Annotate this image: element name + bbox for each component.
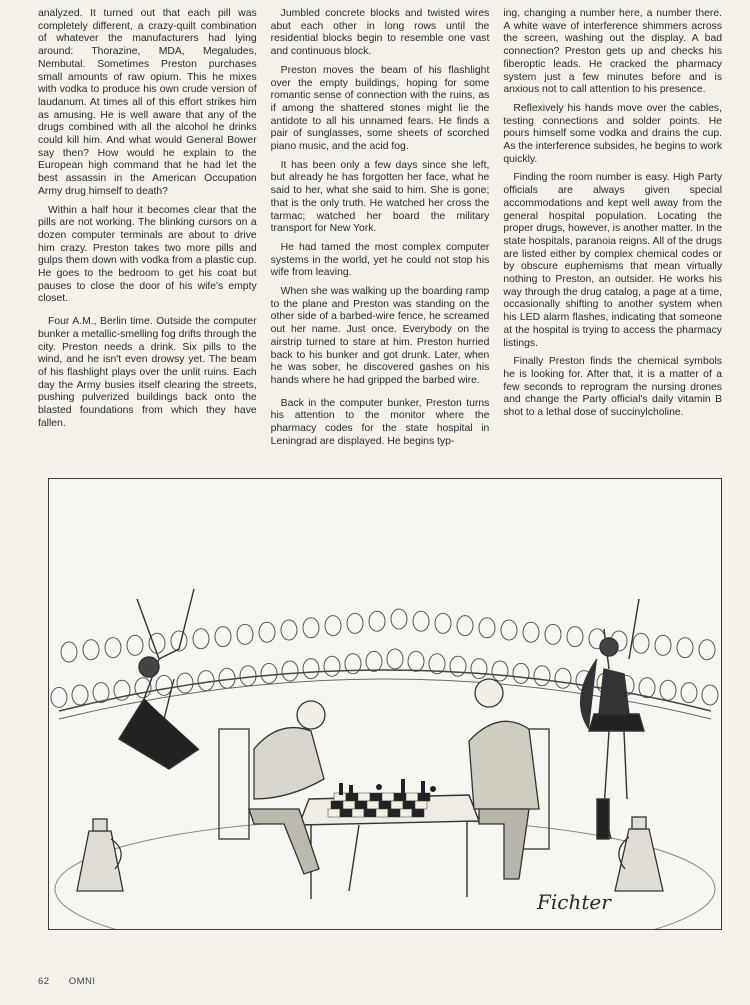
chessboard <box>328 793 430 817</box>
paragraph: He had tamed the most complex computer systems in the world, yet he could not stop his wife from leaving. <box>270 241 490 279</box>
right-megaphone <box>615 817 663 891</box>
chess-cartoon-illustration <box>48 478 722 930</box>
paragraph: ing, changing a number here, a number there. A white wave of interference shimmers across the screen, washing out the display. A bad connection? Preston gets up and checks his fiberoptic leads. He cracked the pharmacy system just a few minutes before and is anxious not to call attention to his presence. <box>503 8 723 96</box>
paragraph: Within a half hour it becomes clear that the pills are not working. The blinking cursors on a dozen computer terminals are about to drive him crazy. Preston takes two more pills and gulps them down with vodka from a plastic cup. He goes to the bedroom to get his coat but pauses to close the door of his wife's empty closet. <box>38 204 257 305</box>
left-megaphone <box>77 819 123 891</box>
page-folio <box>38 976 112 987</box>
right-chess-player <box>469 679 549 879</box>
paragraph: Preston moves the beam of his flashlight over the empty buildings, hoping for some romantic sense of connection with the ruins, as if among the shattered stones might lie the antidote to all his unnamed fears. He finds a pair of sunglasses, some sheets of scorched piano music, and the acid fog. <box>270 64 490 153</box>
paragraph: Four A.M., Berlin time. Outside the computer bunker a metallic-smelling fog drifts through the city. Preston needs a drink. Six pills to the wind, and he isn't even drowsy yet. The beam of his flashlight plays over the unlit ruins. Each day the Army busies itself clearing the streets, pushing pulverized buildings back onto the blasted foundations from which they have fallen. <box>38 316 257 429</box>
paragraph: Jumbled concrete blocks and twisted wires abut each other in long rows until the residential blocks begin to resemble one vast and continuous block. <box>270 8 490 58</box>
left-chess-player <box>219 701 325 874</box>
chess-pieces <box>339 779 436 795</box>
left-cheerleader <box>119 589 199 769</box>
column-3 <box>503 8 722 470</box>
paragraph: When she was walking up the boarding ramp to the plane and Preston was standing on the other side of a barbed-wire fence, he screamed out her name. Just once. Everybody on the airstrip turned to stare at him. Preston hurried back to his bunker and got drunk. Later, when he was sober, he discovered gashes on his hands where he had gripped the barbed wire. <box>270 286 490 386</box>
paragraph: Finding the room number is easy. High Party officials are always given special accommodations and kept well away from the general hospital population. Locating the proper drugs, however, is another matter. In the state hospitals, paranoia reigns. All of the drugs are listed either by complex chemical codes or by obscure euphemisms that mean virtually nothing to Preston, an outsider. He works his way through the drug catalog, a page at a time, occasionally shifting to another system when his LED alarm flashes, indicating that someone at the hospital is trying to access the pharmacy listings. <box>503 172 723 349</box>
paragraph: Back in the computer bunker, Preston turns his attention to the monitor where the pharmacy codes for the state hospital in Leningrad are displayed. He begins typ- <box>270 397 490 447</box>
column-2 <box>271 8 490 470</box>
paragraph: It has been only a few days since she left, but already he has forgotten her face, what he said to her, what she said to him. She is gone; that is the only truth. He watched her cross the tarmac; watched her board the military transport for New York. <box>270 159 490 235</box>
paragraph: Finally Preston finds the chemical symbols he is looking for. After that, it is a matter of a few seconds to reprogram the nursing drones and change the Party official's daily vitamin B shot to a lethal dose of succinylcholine. <box>503 356 723 419</box>
magazine-name: OMNI <box>68 976 96 987</box>
column-1 <box>38 8 257 470</box>
paragraph: analyzed. It turned out that each pill was completely different, a crazy-quilt combination of whatever the manufacturers had lying around: Thorazine, MDA, Megaludes, Nembutal. Sometimes Preston purchases small amounts of raw opium. This he mixes with vodka to produce his own crude version of laudanum. At times all of this effort strikes him as amusing. He is well aware that any of the drugs combined with all the alcohol he drinks could kill him. And what would General Bower say then? How would he explain to the European high command that he had let the best assassin in the American Occupation Army drug himself to death? <box>38 8 257 197</box>
artist-signature: Fichter <box>537 890 611 914</box>
arena-floor <box>55 819 715 929</box>
paragraph: Reflexively his hands move over the cables, testing connections and solder points. He pours himself some vodka and drains the cup. As the interference subsides, he begins to work quickly. <box>503 102 723 165</box>
cartoon-drawing <box>49 479 721 929</box>
article-body <box>38 8 722 470</box>
page-number: 62 <box>38 976 50 987</box>
